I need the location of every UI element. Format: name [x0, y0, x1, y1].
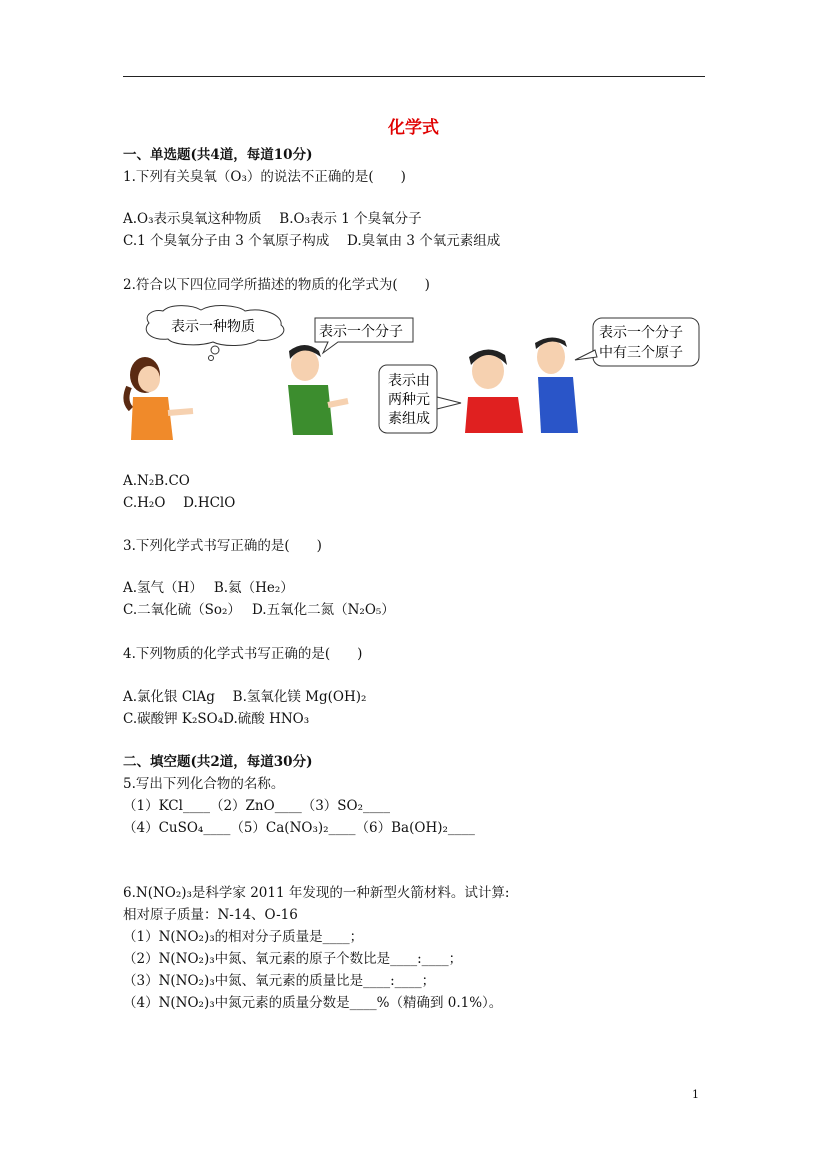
q2-option-row-2: C.H₂O D.HClO: [123, 495, 236, 511]
q5-line-2: （4）CuSO₄____（5）Ca(NO₃)₂____（6）Ba(OH)₂____: [123, 820, 475, 836]
q5-stem: 5.写出下列化合物的名称。: [123, 776, 285, 792]
bubble-text-3b: 两种元: [388, 392, 430, 408]
q2-stem: 2.符合以下四位同学所描述的物质的化学式为( ): [123, 277, 430, 293]
section2-heading: 二、填空题(共2道，每道30分): [123, 754, 313, 770]
q5-line-1: （1）KCl____（2）ZnO____（3）SO₂____: [123, 798, 391, 814]
q3-option-row-1: A.氢气（H） B.氦（He₂）: [123, 580, 294, 596]
section1-heading: 一、单选题(共4道，每道10分): [123, 147, 313, 163]
q6-line-1: 相对原子质量：N-14、O-16: [123, 907, 298, 923]
speech-bubble-2: [315, 318, 413, 353]
speech-bubble-4: [575, 318, 699, 366]
bubble-text-3c: 素组成: [388, 411, 430, 427]
q6-line-5: （4）N(NO₂)₃中氮元素的质量分数是____%（精确到 0.1%）。: [123, 995, 503, 1011]
girl-figure: [126, 357, 193, 440]
bubble-text-4b: 中有三个原子: [599, 345, 683, 361]
q4-stem: 4.下列物质的化学式书写正确的是( ): [123, 646, 363, 662]
q2-option-row-1: A.N₂B.CO: [123, 473, 190, 489]
q6-stem: 6.N(NO₂)₃是科学家 2011 年发现的一种新型火箭材料。试计算:: [123, 885, 510, 901]
bubble-text-4a: 表示一个分子: [599, 325, 683, 341]
q4-option-row-1: A.氯化银 ClAg B.氢氧化镁 Mg(OH)₂: [123, 689, 367, 705]
students-illustration: [123, 305, 703, 445]
q1-option-row-2: C.1 个臭氧分子由 3 个氧原子构成 D.臭氧由 3 个氧元素组成: [123, 233, 501, 249]
q1-stem: 1.下列有关臭氧（O₃）的说法不正确的是( ): [123, 169, 406, 185]
boy-green-figure: [288, 345, 348, 435]
page-number: 1: [692, 1088, 699, 1101]
q6-line-4: （3）N(NO₂)₃中氮、氧元素的质量比是____:____；: [123, 973, 436, 989]
page-title: 化学式: [388, 118, 439, 138]
q6-line-3: （2）N(NO₂)₃中氮、氧元素的原子个数比是____:____；: [123, 951, 463, 967]
thought-bubble: [146, 306, 284, 361]
bubble-text-3a: 表示由: [388, 373, 430, 389]
speech-bubble-3: [379, 365, 461, 433]
q4-option-row-2: C.碳酸钾 K₂SO₄D.硫酸 HNO₃: [123, 711, 310, 727]
boy-blue-figure: [535, 337, 578, 433]
q1-option-row-1: A.O₃表示臭氧这种物质 B.O₃表示 1 个臭氧分子: [123, 211, 422, 227]
boy-red-figure: [465, 349, 523, 433]
q3-option-row-2: C.二氧化硫（So₂） D.五氧化二氮（N₂O₅）: [123, 602, 395, 618]
q6-line-2: （1）N(NO₂)₃的相对分子质量是____；: [123, 929, 364, 945]
q3-stem: 3.下列化学式书写正确的是( ): [123, 538, 322, 554]
bubble-text-1: 表示一种物质: [171, 319, 255, 335]
bubble-text-2: 表示一个分子: [319, 324, 403, 340]
header-rule: [123, 76, 705, 77]
